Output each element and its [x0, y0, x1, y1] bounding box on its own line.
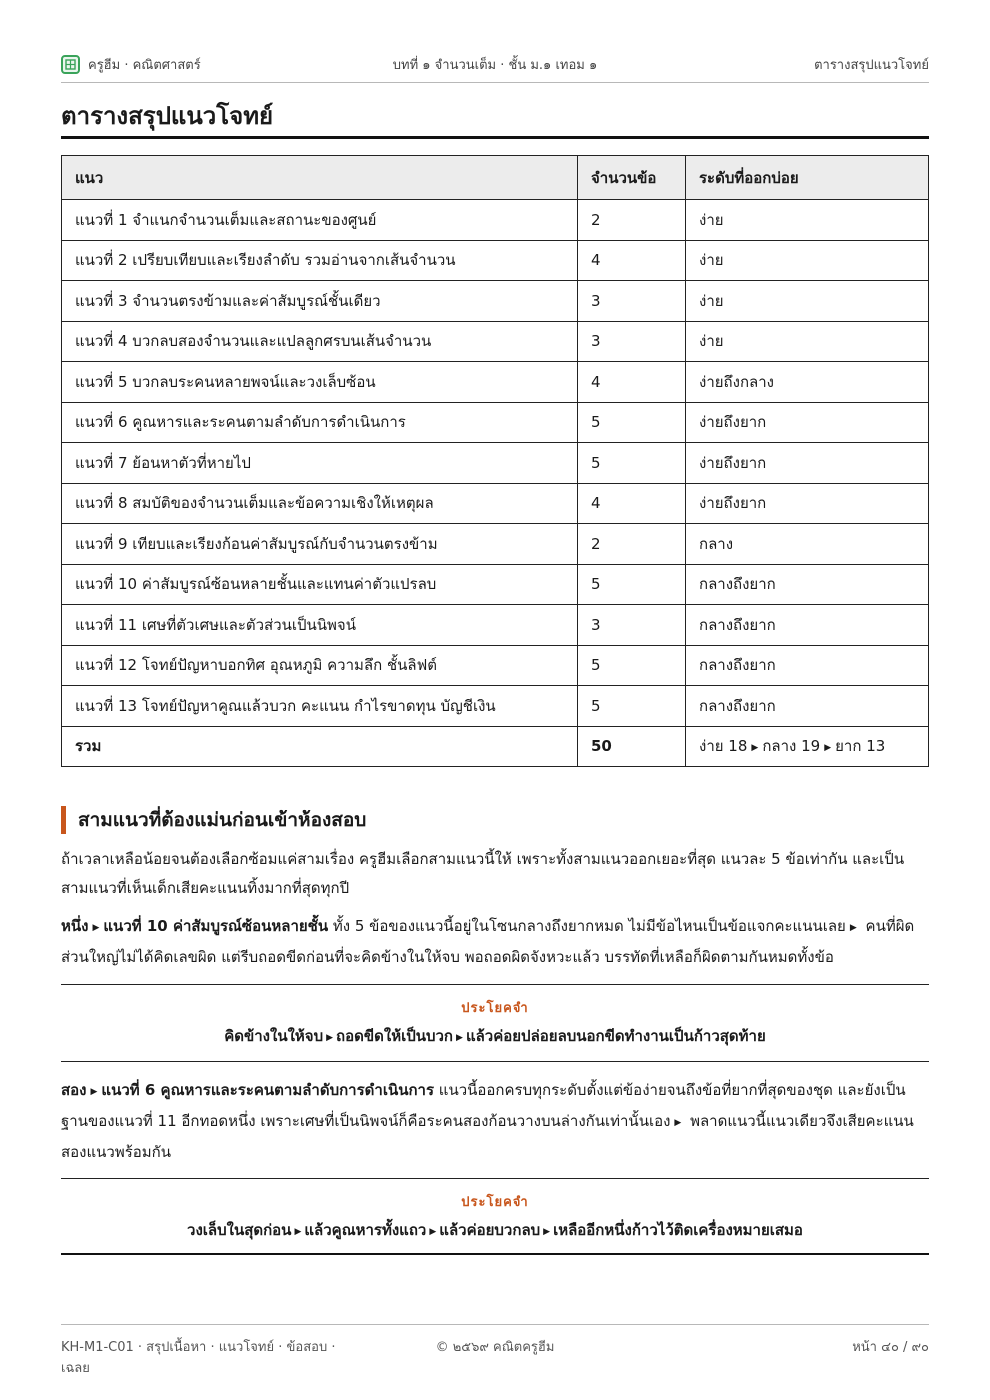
triangle-right-icon: ▶ [751, 743, 759, 754]
row-level: ง่ายถึงยาก [686, 483, 929, 524]
column-header-count: จำนวนข้อ [578, 156, 686, 200]
memo-box-one [61, 984, 929, 1062]
table-row [62, 200, 929, 241]
table-row [62, 483, 929, 524]
page-footer [61, 1336, 929, 1378]
point-one-text: ทั้ง 5 ข้อของแนวนี้อยู่ในโซนกลางถึงยากหมด ไม่มีข้อไหนเป็นข้อแจกคะแนนเลย [328, 917, 846, 935]
point-one-text-2: คนที่ผิดส่วนใหญ่ไม่ได้คิดเลขผิด แต่รีบถอดขีดก่อนที่จะคิดข้างในให้จบ พอถอดผิดจังหวะแล้ว บรรทัดที่เหลือก็ผิดตามกันหมดทั้งข้อ [61, 917, 915, 966]
row-level: ง่ายถึงกลาง [686, 362, 929, 403]
row-count: 5 [578, 645, 686, 686]
table-row [62, 443, 929, 484]
row-count: 5 [578, 443, 686, 484]
triangle-right-icon: ▶ [456, 1033, 463, 1043]
row-count: 5 [578, 686, 686, 727]
column-header-topic: แนว [62, 156, 578, 200]
table-row [62, 402, 929, 443]
row-count: 3 [578, 321, 686, 362]
row-topic: แนวที่ 10 ค่าสัมบูรณ์ซ้อนหลายชั้นและแทนค่าตัวแปรลบ [62, 564, 578, 605]
footer-divider [61, 1324, 929, 1325]
row-topic: แนวที่ 12 โจทย์ปัญหาบอกทิศ อุณหภูมิ ความลึก ชั้นลิฟต์ [62, 645, 578, 686]
table-row [62, 564, 929, 605]
row-level: ง่าย [686, 321, 929, 362]
row-count: 3 [578, 605, 686, 646]
row-topic: แนวที่ 1 จำแนกจำนวนเต็มและสถานะของศูนย์ [62, 200, 578, 241]
memo-line [61, 1024, 929, 1048]
summary-table [61, 155, 929, 767]
triangle-right-icon: ▶ [674, 1118, 682, 1128]
section-heading: สามแนวที่ต้องแม่นก่อนเข้าห้องสอบ [61, 806, 366, 834]
point-two-paragraph [61, 1076, 929, 1167]
memo-tag: ประโยคจำ [461, 1001, 529, 1016]
memo-tag: ประโยคจำ [461, 1195, 529, 1210]
intro-paragraph: ถ้าเวลาเหลือน้อยจนต้องเลือกซ้อมแค่สามเรื่อง ครูฮีมเลือกสามแนวนี้ให้ เพราะทั้งสามแนวออกเยอะที่สุด แนวละ 5 ข้อเท่ากัน และเป็นสามแนวที่เห็นเด็กเสียคะแนนทิ้งมากที่สุดทุกปี [61, 850, 905, 897]
total-label: รวม [62, 726, 578, 767]
row-level: กลางถึงยาก [686, 686, 929, 727]
table-row [62, 686, 929, 727]
calculator-logo-icon [61, 55, 80, 74]
memo-step: แล้วค่อยปล่อยลบนอกขีดทำงานเป็นก้าวสุดท้าย [465, 1027, 766, 1045]
triangle-right-icon: ▶ [824, 743, 832, 754]
row-level: กลางถึงยาก [686, 605, 929, 646]
row-topic: แนวที่ 6 คูณหารและระคนตามลำดับการดำเนินการ [62, 402, 578, 443]
footer-copyright: © ๒๕๖๙ คณิตครูฮีม [435, 1340, 555, 1355]
row-count: 4 [578, 362, 686, 403]
point-two-text-2: พลาดแนวนี้แนวเดียวจึงเสียคะแนนสองแนวพร้อมกัน [61, 1112, 914, 1161]
row-count: 4 [578, 240, 686, 281]
row-count: 4 [578, 483, 686, 524]
triangle-right-icon: ▶ [294, 1227, 302, 1237]
table-body [62, 200, 929, 727]
triangle-right-icon: ▶ [429, 1227, 437, 1237]
row-count: 3 [578, 281, 686, 322]
row-topic: แนวที่ 7 ย้อนหาตัวที่หายไป [62, 443, 578, 484]
triangle-right-icon: ▶ [849, 923, 857, 933]
row-topic: แนวที่ 9 เทียบและเรียงก้อนค่าสัมบูรณ์กับจำนวนตรงข้าม [62, 524, 578, 565]
table-row [62, 281, 929, 322]
row-topic: แนวที่ 11 เศษที่ตัวเศษและตัวส่วนเป็นนิพจน์ [62, 605, 578, 646]
title-divider [61, 136, 929, 139]
memo-step: แล้วค่อยบวกลบ [439, 1221, 541, 1239]
total-easy: ง่าย 18 [699, 737, 748, 756]
row-count: 5 [578, 564, 686, 605]
total-breakdown [686, 726, 929, 767]
total-count: 50 [578, 726, 686, 767]
memo-step: ถอดขีดให้เป็นบวก [336, 1027, 454, 1045]
footer-code: KH-M1-C01 · สรุปเนื้อหา · แนวโจทย์ · ข้อสอบ · เฉลย [61, 1340, 336, 1376]
row-level: ง่าย [686, 281, 929, 322]
total-hard: ยาก 13 [835, 737, 886, 756]
row-count: 2 [578, 200, 686, 241]
row-level: ง่ายถึงยาก [686, 443, 929, 484]
table-row [62, 362, 929, 403]
page-header [61, 52, 929, 76]
memo-box-two [61, 1178, 929, 1255]
row-level: ง่าย [686, 200, 929, 241]
table-row [62, 524, 929, 565]
table-row [62, 605, 929, 646]
row-count: 2 [578, 524, 686, 565]
table-row [62, 240, 929, 281]
header-divider [61, 82, 929, 83]
header-brand-text: ครูฮีม · คณิตศาสตร์ [88, 57, 201, 73]
total-medium: กลาง 19 [762, 737, 821, 756]
row-topic: แนวที่ 13 โจทย์ปัญหาคูณแล้วบวก คะแนน กำไรขาดทุน บัญชีเงิน [62, 686, 578, 727]
triangle-right-icon: ▶ [90, 1087, 98, 1097]
row-level: ง่าย [686, 240, 929, 281]
row-topic: แนวที่ 4 บวกลบสองจำนวนและแปลลูกศรบนเส้นจำนวน [62, 321, 578, 362]
header-section: ตารางสรุปแนวโจทย์ [814, 57, 929, 73]
memo-step: คิดข้างในให้จบ [224, 1027, 324, 1045]
row-topic: แนวที่ 5 บวกลบระคนหลายพจน์และวงเล็บซ้อน [62, 362, 578, 403]
triangle-right-icon: ▶ [326, 1033, 334, 1043]
page-title: ตารางสรุปแนวโจทย์ [61, 102, 274, 130]
page [61, 0, 929, 1400]
point-one-paragraph [61, 912, 929, 972]
memo-step: แล้วคูณหารทั้งแถว [304, 1221, 427, 1239]
triangle-right-icon: ▶ [543, 1227, 551, 1237]
table-row [62, 321, 929, 362]
footer-page-number: หน้า ๔๐ / ๙๐ [852, 1340, 929, 1355]
memo-step: วงเล็บในสุดก่อน [187, 1221, 292, 1239]
triangle-right-icon: ▶ [92, 923, 100, 933]
point-one-name: แนวที่ 10 ค่าสัมบูรณ์ซ้อนหลายชั้น [103, 917, 329, 935]
row-level: กลาง [686, 524, 929, 565]
table-row [62, 645, 929, 686]
row-topic: แนวที่ 2 เปรียบเทียบและเรียงลำดับ รวมอ่านจากเส้นจำนวน [62, 240, 578, 281]
header-chapter: บทที่ ๑ จำนวนเต็ม · ชั้น ม.๑ เทอม ๑ [392, 57, 598, 73]
row-topic: แนวที่ 3 จำนวนตรงข้ามและค่าสัมบูรณ์ชั้นเดียว [62, 281, 578, 322]
header-brand [61, 54, 350, 75]
memo-line [61, 1218, 929, 1242]
row-level: กลางถึงยาก [686, 645, 929, 686]
row-topic: แนวที่ 8 สมบัติของจำนวนเต็มและข้อความเชิงให้เหตุผล [62, 483, 578, 524]
point-one-lead: หนึ่ง [61, 917, 89, 935]
point-two-name: แนวที่ 6 คูณหารและระคนตามลำดับการดำเนินการ [101, 1081, 435, 1099]
row-level: กลางถึงยาก [686, 564, 929, 605]
column-header-level: ระดับที่ออกบ่อย [686, 156, 929, 200]
row-level: ง่ายถึงยาก [686, 402, 929, 443]
row-count: 5 [578, 402, 686, 443]
table-total-row [62, 726, 929, 767]
point-two-text: แนวนี้ออกครบทุกระดับตั้งแต่ข้อง่ายจนถึงข้อที่ยากที่สุดของชุด และยังเป็นฐานของแนวที่ 11 อีกทอดหนึ่ง เพราะเศษที่เป็นนิพจน์ก็คือระคนสองก้อนวางบนล่างกันเท่านั้นเอง [61, 1081, 906, 1130]
table-header-row [62, 156, 929, 200]
point-two-lead: สอง [61, 1081, 87, 1099]
memo-step: เหลืออีกหนึ่งก้าวไว้ติดเครื่องหมายเสมอ [553, 1221, 803, 1239]
